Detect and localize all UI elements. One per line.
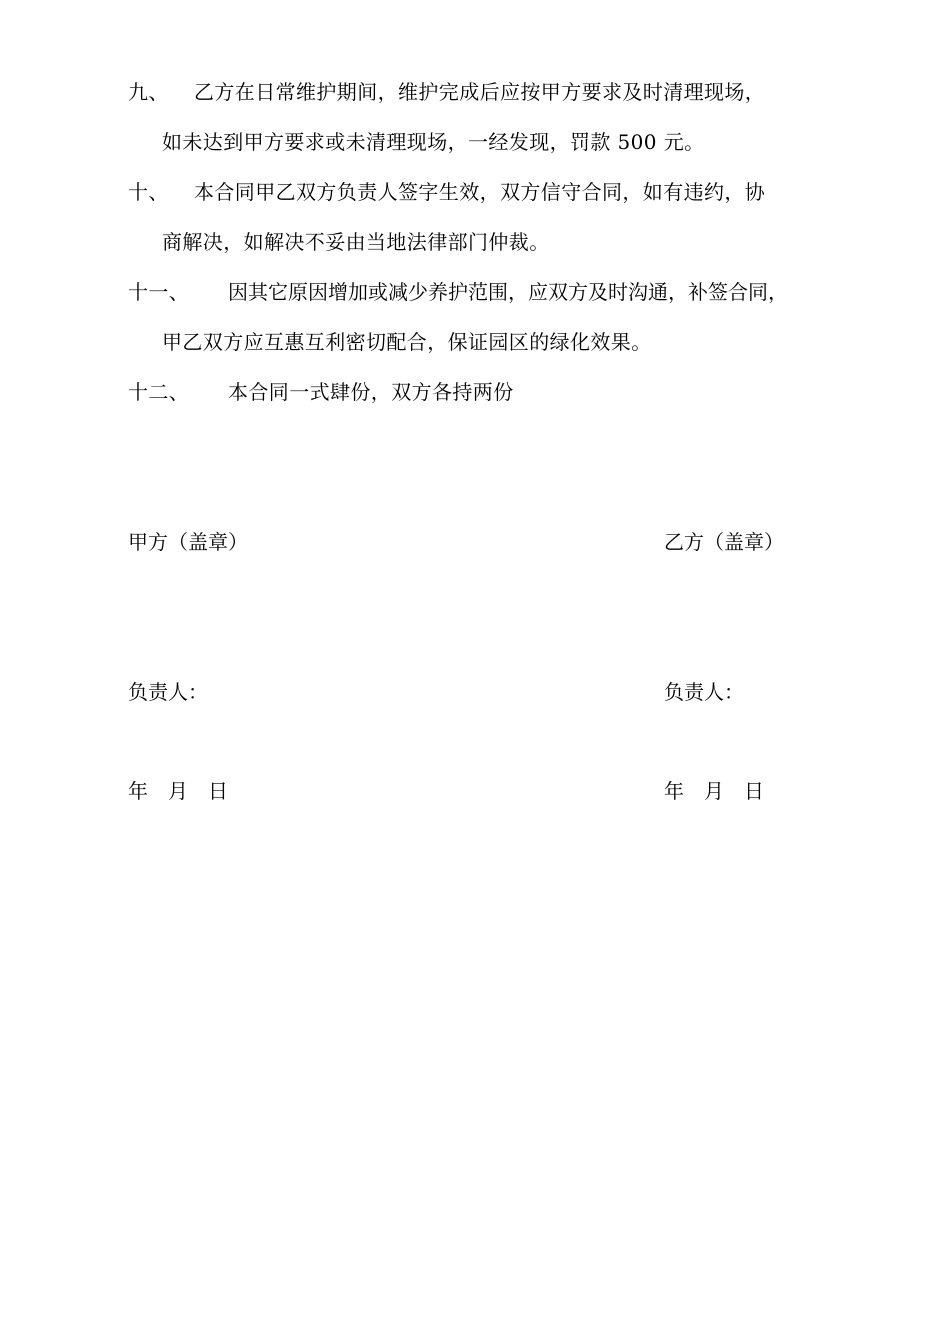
clause-10-number: 十、 (128, 180, 169, 204)
party-a-responsible-label: 负责人： (128, 680, 208, 704)
clause-10-line-2: 商解决，如解决不妥由当地法律部门仲裁。 (162, 230, 550, 254)
clause-9-line-2: 如未达到甲方要求或未清理现场，一经发现，罚款 500 元。 (162, 130, 705, 154)
party-a-seal-label: 甲方（盖章） (128, 530, 248, 554)
party-a-date-label: 年 月 日 (128, 779, 228, 803)
party-b-responsible-label: 负责人： (664, 680, 744, 704)
clause-11-text-1: 因其它原因增加或减少养护范围，应双方及时沟通，补签合同， (228, 280, 788, 304)
clause-12-text-1: 本合同一式肆份，双方各持两份 (228, 380, 514, 404)
party-b-date-label: 年 月 日 (664, 779, 764, 803)
clause-10-text-1: 本合同甲乙双方负责人签字生效，双方信守合同，如有违约，协 (194, 180, 766, 204)
party-b-seal-label: 乙方（盖章） (664, 530, 784, 554)
clause-11-line-2: 甲乙双方应互惠互利密切配合，保证园区的绿化效果。 (162, 330, 652, 354)
clause-9-number: 九、 (128, 80, 169, 104)
clause-11-number: 十一、 (128, 280, 190, 304)
clause-12-number: 十二、 (128, 380, 190, 404)
clause-9-text-1: 乙方在日常维护期间，维护完成后应按甲方要求及时清理现场， (194, 80, 766, 104)
